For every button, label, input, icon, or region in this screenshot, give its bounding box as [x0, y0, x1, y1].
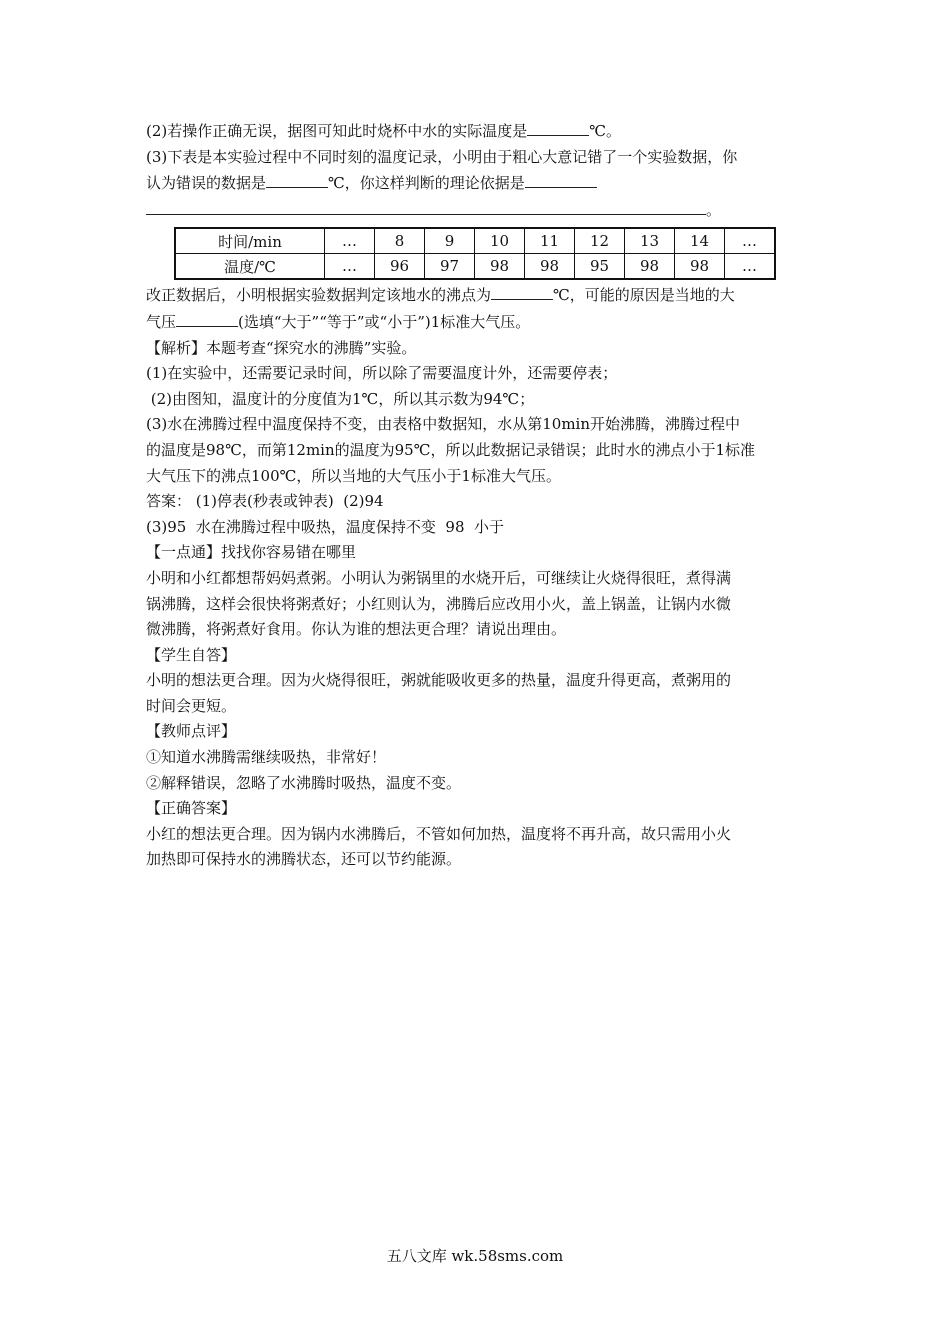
tip-line: 锅沸腾，这样会很快将粥煮好；小红则认为，沸腾后应改用小火，盖上锅盖，让锅内水微	[146, 594, 732, 613]
answer-blank	[146, 197, 706, 215]
answer-blank	[176, 309, 238, 327]
section-heading: 【一点通】找找你容易错在哪里	[146, 543, 357, 562]
temperature-table	[174, 227, 776, 280]
table-cell: …	[325, 228, 375, 254]
tip-line: 加热即可保持水的沸腾状态，还可以节约能源。	[146, 850, 462, 869]
answer-line: (3)95 水在沸腾过程中吸热，温度保持不变 98 小于	[146, 517, 505, 536]
tip-line: 小明的想法更合理。因为火烧得很旺，粥就能吸收更多的热量，温度升得更高，煮粥用的	[146, 671, 732, 690]
section-heading: 【正确答案】	[146, 799, 237, 818]
answer-line: 答案： (1)停表(秒表或钟表) (2)94	[146, 492, 384, 511]
table-cell: 96	[375, 254, 425, 280]
section-heading: 【学生自答】	[146, 645, 237, 664]
table-cell: 98	[475, 254, 525, 280]
analysis-line: 的温度是98℃，而第12min的温度为95℃，所以此数据记录错误；此时水的沸点小于1标准	[146, 440, 756, 459]
table-cell: …	[725, 254, 776, 280]
table-cell: 95	[575, 254, 625, 280]
table-cell: …	[325, 254, 375, 280]
table-cell: 98	[675, 254, 725, 280]
answer-blank	[527, 118, 589, 136]
question-2: (2)若操作正确无误，据图可知此时烧杯中水的实际温度是 ℃。	[146, 118, 810, 145]
data-table-wrapper	[174, 227, 810, 280]
table-cell: 13	[625, 228, 675, 254]
table-cell: 12	[575, 228, 625, 254]
table-cell: 11	[525, 228, 575, 254]
tip-line: 微沸腾，将粥煮好食用。你认为谁的想法更合理？请说出理由。	[146, 620, 567, 639]
tip-line: ②解释错误，忽略了水沸腾时吸热，温度不变。	[146, 773, 462, 792]
tip-line: ①知道水沸腾需继续吸热，非常好！	[146, 748, 387, 767]
analysis-line: (3)水在沸腾过程中温度保持不变，由表格中数据知，水从第10min开始沸腾，沸腾过程中	[146, 415, 741, 434]
table-cell: 10	[475, 228, 525, 254]
tip-line: 小红的想法更合理。因为锅内水沸腾后，不管如何加热，温度将不再升高，故只需用小火	[146, 824, 732, 843]
analysis-line: 【解析】本题考查“探究水的沸腾”实验。	[146, 338, 417, 357]
answer-blank	[491, 282, 553, 300]
table-cell: 8	[375, 228, 425, 254]
tip-line: 小明和小红都想帮妈妈煮粥。小明认为粥锅里的水烧开后，可继续让火烧得很旺，煮得满	[146, 568, 732, 587]
page-footer: 五八文库 wk.58sms.com	[386, 1247, 564, 1265]
table-row-time	[175, 228, 775, 254]
after-table-line-1: 改正数据后，小明根据实验数据判定该地水的沸点为 ℃，可能的原因是当地的大	[146, 282, 810, 309]
table-header-time: 时间/min	[175, 228, 325, 254]
after-table-line-2: 气压 (选填“大于”“等于”或“小于”)1标准大气压。	[146, 309, 810, 336]
table-cell: …	[725, 228, 776, 254]
question-3-line-2: 认为错误的数据是 ℃，你这样判断的理论依据是	[146, 170, 810, 197]
table-cell: 9	[425, 228, 475, 254]
answer-blank	[266, 170, 328, 188]
table-row-temperature	[175, 254, 775, 280]
table-header-temperature: 温度/℃	[175, 254, 325, 280]
table-cell: 14	[675, 228, 725, 254]
question-3-line-3: 。	[146, 197, 810, 224]
document-body	[146, 118, 810, 873]
analysis-line: (1)在实验中，还需要记录时间，所以除了需要温度计外，还需要停表；	[146, 364, 618, 383]
tip-section	[146, 540, 810, 873]
analysis-line: 大气压下的沸点100℃，所以当地的大气压小于1标准大气压。	[146, 466, 561, 485]
table-cell: 98	[525, 254, 575, 280]
table-cell: 97	[425, 254, 475, 280]
section-heading: 【教师点评】	[146, 722, 237, 741]
answer-blank	[525, 170, 597, 188]
question-3-line-1: (3)下表是本实验过程中不同时刻的温度记录，小明由于粗心大意记错了一个实验数据，你	[146, 147, 738, 166]
analysis-line: (2)由图知，温度计的分度值为1℃，所以其示数为94℃；	[146, 389, 535, 408]
analysis-section	[146, 336, 810, 541]
tip-line: 时间会更短。	[146, 696, 237, 715]
table-cell: 98	[625, 254, 675, 280]
